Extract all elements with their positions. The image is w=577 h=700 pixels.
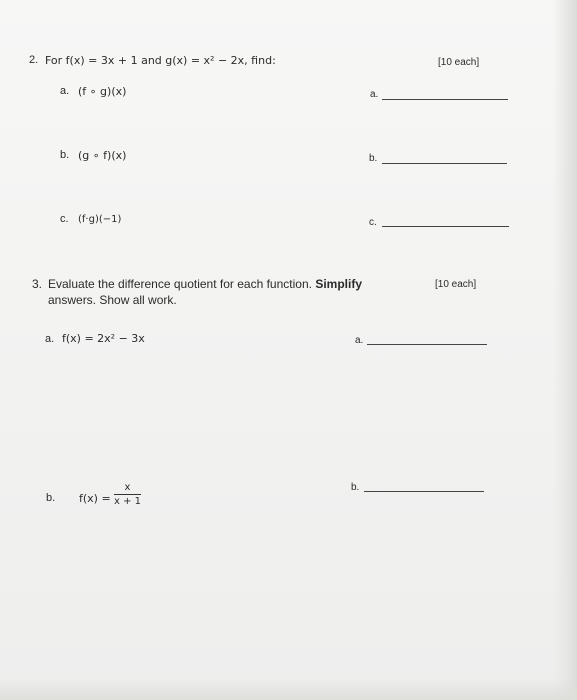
q3-prompt-line-2: answers. Show all work.: [48, 293, 177, 307]
q3-prompt-lead: Evaluate the difference quotient for each function.: [48, 277, 312, 291]
q2c-answer-label: c.: [369, 217, 377, 228]
q3b-answer-label: b.: [351, 482, 360, 493]
q2-number: 2.: [29, 54, 39, 66]
q3-prompt-emphasis: Simplify: [315, 277, 362, 291]
q3b-label: b.: [46, 492, 56, 504]
q2a-answer-line[interactable]: [382, 99, 508, 100]
q2c-expression: (f·g)(−1): [78, 214, 122, 225]
q2-prompt: For f(x) = 3x + 1 and g(x) = x² − 2x, find:: [45, 54, 276, 67]
q2b-expression: (g ∘ f)(x): [78, 149, 127, 162]
q2b-answer-label: b.: [369, 153, 378, 164]
q3b-function-lhs: f(x) =: [79, 492, 111, 505]
q3b-answer-line[interactable]: [364, 491, 484, 492]
q3b-fraction: [114, 481, 141, 508]
q3a-label: a.: [45, 333, 55, 345]
q3a-answer-label: a.: [355, 335, 364, 346]
q2b-answer-line[interactable]: [382, 163, 507, 164]
q2a-label: a.: [60, 85, 70, 97]
q2c-label: c.: [60, 213, 69, 225]
page-edge-shadow: [553, 0, 577, 700]
q3a-expression: f(x) = 2x² − 3x: [62, 332, 145, 345]
page-bottom-shadow: [0, 678, 577, 700]
q3b-denominator: x + 1: [114, 496, 142, 507]
q2b-label: b.: [60, 149, 70, 161]
q3-prompt-line-1: [48, 277, 362, 291]
q2-points: [10 each]: [438, 57, 480, 68]
q3a-answer-line[interactable]: [367, 344, 487, 345]
q3-number: 3.: [32, 277, 43, 291]
q3-points: [10 each]: [435, 279, 477, 290]
q2c-answer-line[interactable]: [382, 226, 509, 227]
q2a-answer-label: a.: [370, 89, 379, 100]
q2a-expression: (f ∘ g)(x): [78, 85, 127, 98]
q3b-numerator: x: [114, 481, 141, 495]
